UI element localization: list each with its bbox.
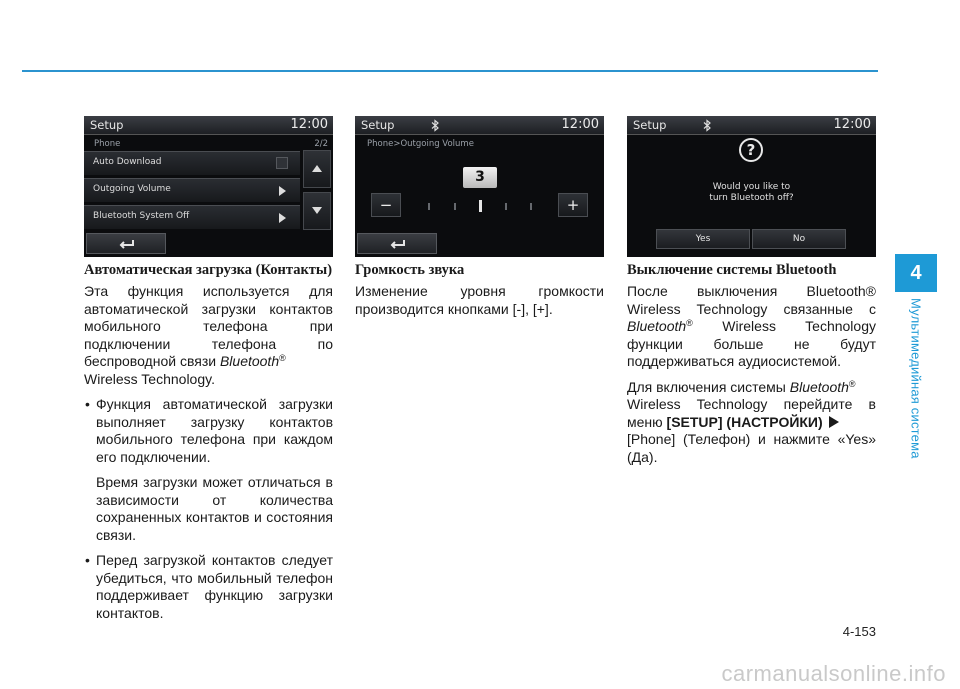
volume-value: 3 <box>463 167 497 188</box>
volume-tick <box>505 203 507 210</box>
volume-minus-button[interactable]: − <box>371 193 401 217</box>
page-indicator: 2/2 <box>314 139 328 149</box>
bluetooth-icon <box>702 119 712 132</box>
bluetooth-icon <box>430 119 440 132</box>
column-auto-download <box>84 262 333 630</box>
watermark: carmanualsonline.info <box>721 661 946 686</box>
screen-title: Setup <box>361 118 395 132</box>
menu-item-label: Bluetooth System Off <box>93 211 190 221</box>
clock: 12:00 <box>833 117 871 132</box>
section-heading: Выключение системы Bluetooth <box>627 262 837 278</box>
breadcrumb: Phone>Outgoing Volume <box>367 139 474 149</box>
menu-item-auto-download[interactable] <box>84 151 300 175</box>
scroll-up-button[interactable] <box>303 150 331 188</box>
volume-plus-button[interactable]: + <box>558 193 588 217</box>
screen-title: Setup <box>90 118 124 132</box>
checkbox[interactable] <box>276 157 288 169</box>
scroll-down-button[interactable] <box>303 192 331 230</box>
paragraph: После выключения Bluetooth® Wireless Technology связанные с Bluetooth® Wireless Technology функции больше не будут поддерживаться аудиосистемой. <box>627 283 876 369</box>
volume-tick <box>530 203 532 210</box>
volume-tick <box>428 203 430 210</box>
arrow-right-icon <box>279 186 286 196</box>
menu-item-bluetooth-off[interactable] <box>84 205 300 229</box>
volume-tick-current <box>479 200 482 212</box>
clock: 12:00 <box>290 117 328 132</box>
menu-path: [SETUP] (НАСТРОЙКИ) <box>666 413 823 430</box>
breadcrumb: Phone <box>94 139 121 149</box>
no-button[interactable]: No <box>752 229 846 249</box>
screen-outgoing-volume <box>355 116 604 257</box>
chapter-title: Мультимедийная система <box>908 298 924 459</box>
section-heading: Автоматическая загрузка (Контакты) <box>84 262 333 278</box>
paragraph: Для включения системы Bluetooth® Wireless Technology перейдите в меню [SETUP] (НАСТРОЙКИ) [Phone] (Телефон) и нажмите «Yes» (Да). <box>627 378 876 465</box>
status-bar <box>627 116 876 135</box>
clock: 12:00 <box>561 117 599 132</box>
paragraph: Эта функция используется для автоматической загрузки контактов мобильного телефона при подключении телефона по беспроводной связи Bluetooth® Wireless Technology. <box>84 283 333 387</box>
menu-item-outgoing-volume[interactable] <box>84 178 300 202</box>
back-icon <box>119 238 135 250</box>
menu-item-label: Auto Download <box>93 157 162 167</box>
brand-name: Bluetooth <box>219 353 280 369</box>
bullet-item: • Перед загрузкой контактов следует убедиться, что мобильный телефон поддерживает функцию загрузки контактов. <box>84 552 333 622</box>
brand-name: Bluetooth <box>789 378 849 395</box>
brand-name: Bluetooth <box>627 318 687 334</box>
back-button[interactable] <box>357 233 437 254</box>
dialog-message-line: turn Bluetooth off? <box>709 193 794 203</box>
dialog-message-line: Would you like to <box>712 182 791 192</box>
column-volume <box>355 262 604 326</box>
chapter-number-tab: 4 <box>895 254 937 292</box>
arrow-up-icon <box>312 165 322 172</box>
arrow-right-icon <box>279 213 286 223</box>
back-icon <box>390 238 406 250</box>
section-heading: Громкость звука <box>355 262 465 278</box>
menu-item-label: Outgoing Volume <box>93 184 171 194</box>
status-bar <box>355 116 604 135</box>
page-number: 4-153 <box>842 624 876 639</box>
paragraph: Изменение уровня громкости производится кнопками [-], [+]. <box>355 283 604 317</box>
bullet-continuation: Время загрузки может отличаться в зависимости от количества сохраненных контактов и состояния связи. <box>96 474 333 543</box>
volume-tick <box>454 203 456 210</box>
arrow-down-icon <box>312 207 322 214</box>
arrow-right-icon <box>829 416 839 428</box>
question-icon: ? <box>739 138 763 162</box>
dialog-message <box>627 182 876 204</box>
column-bluetooth-off <box>627 262 876 474</box>
header-rule <box>22 70 878 72</box>
screen-auto-download <box>84 116 333 257</box>
status-bar <box>84 116 333 135</box>
yes-button[interactable]: Yes <box>656 229 750 249</box>
screen-title: Setup <box>633 118 667 132</box>
screen-bluetooth-off-dialog <box>627 116 876 257</box>
bullet-item: • Функция автоматической загрузки выполняет загрузку контактов мобильного телефона при каждом его подключении. <box>84 396 333 466</box>
back-button[interactable] <box>86 233 166 254</box>
